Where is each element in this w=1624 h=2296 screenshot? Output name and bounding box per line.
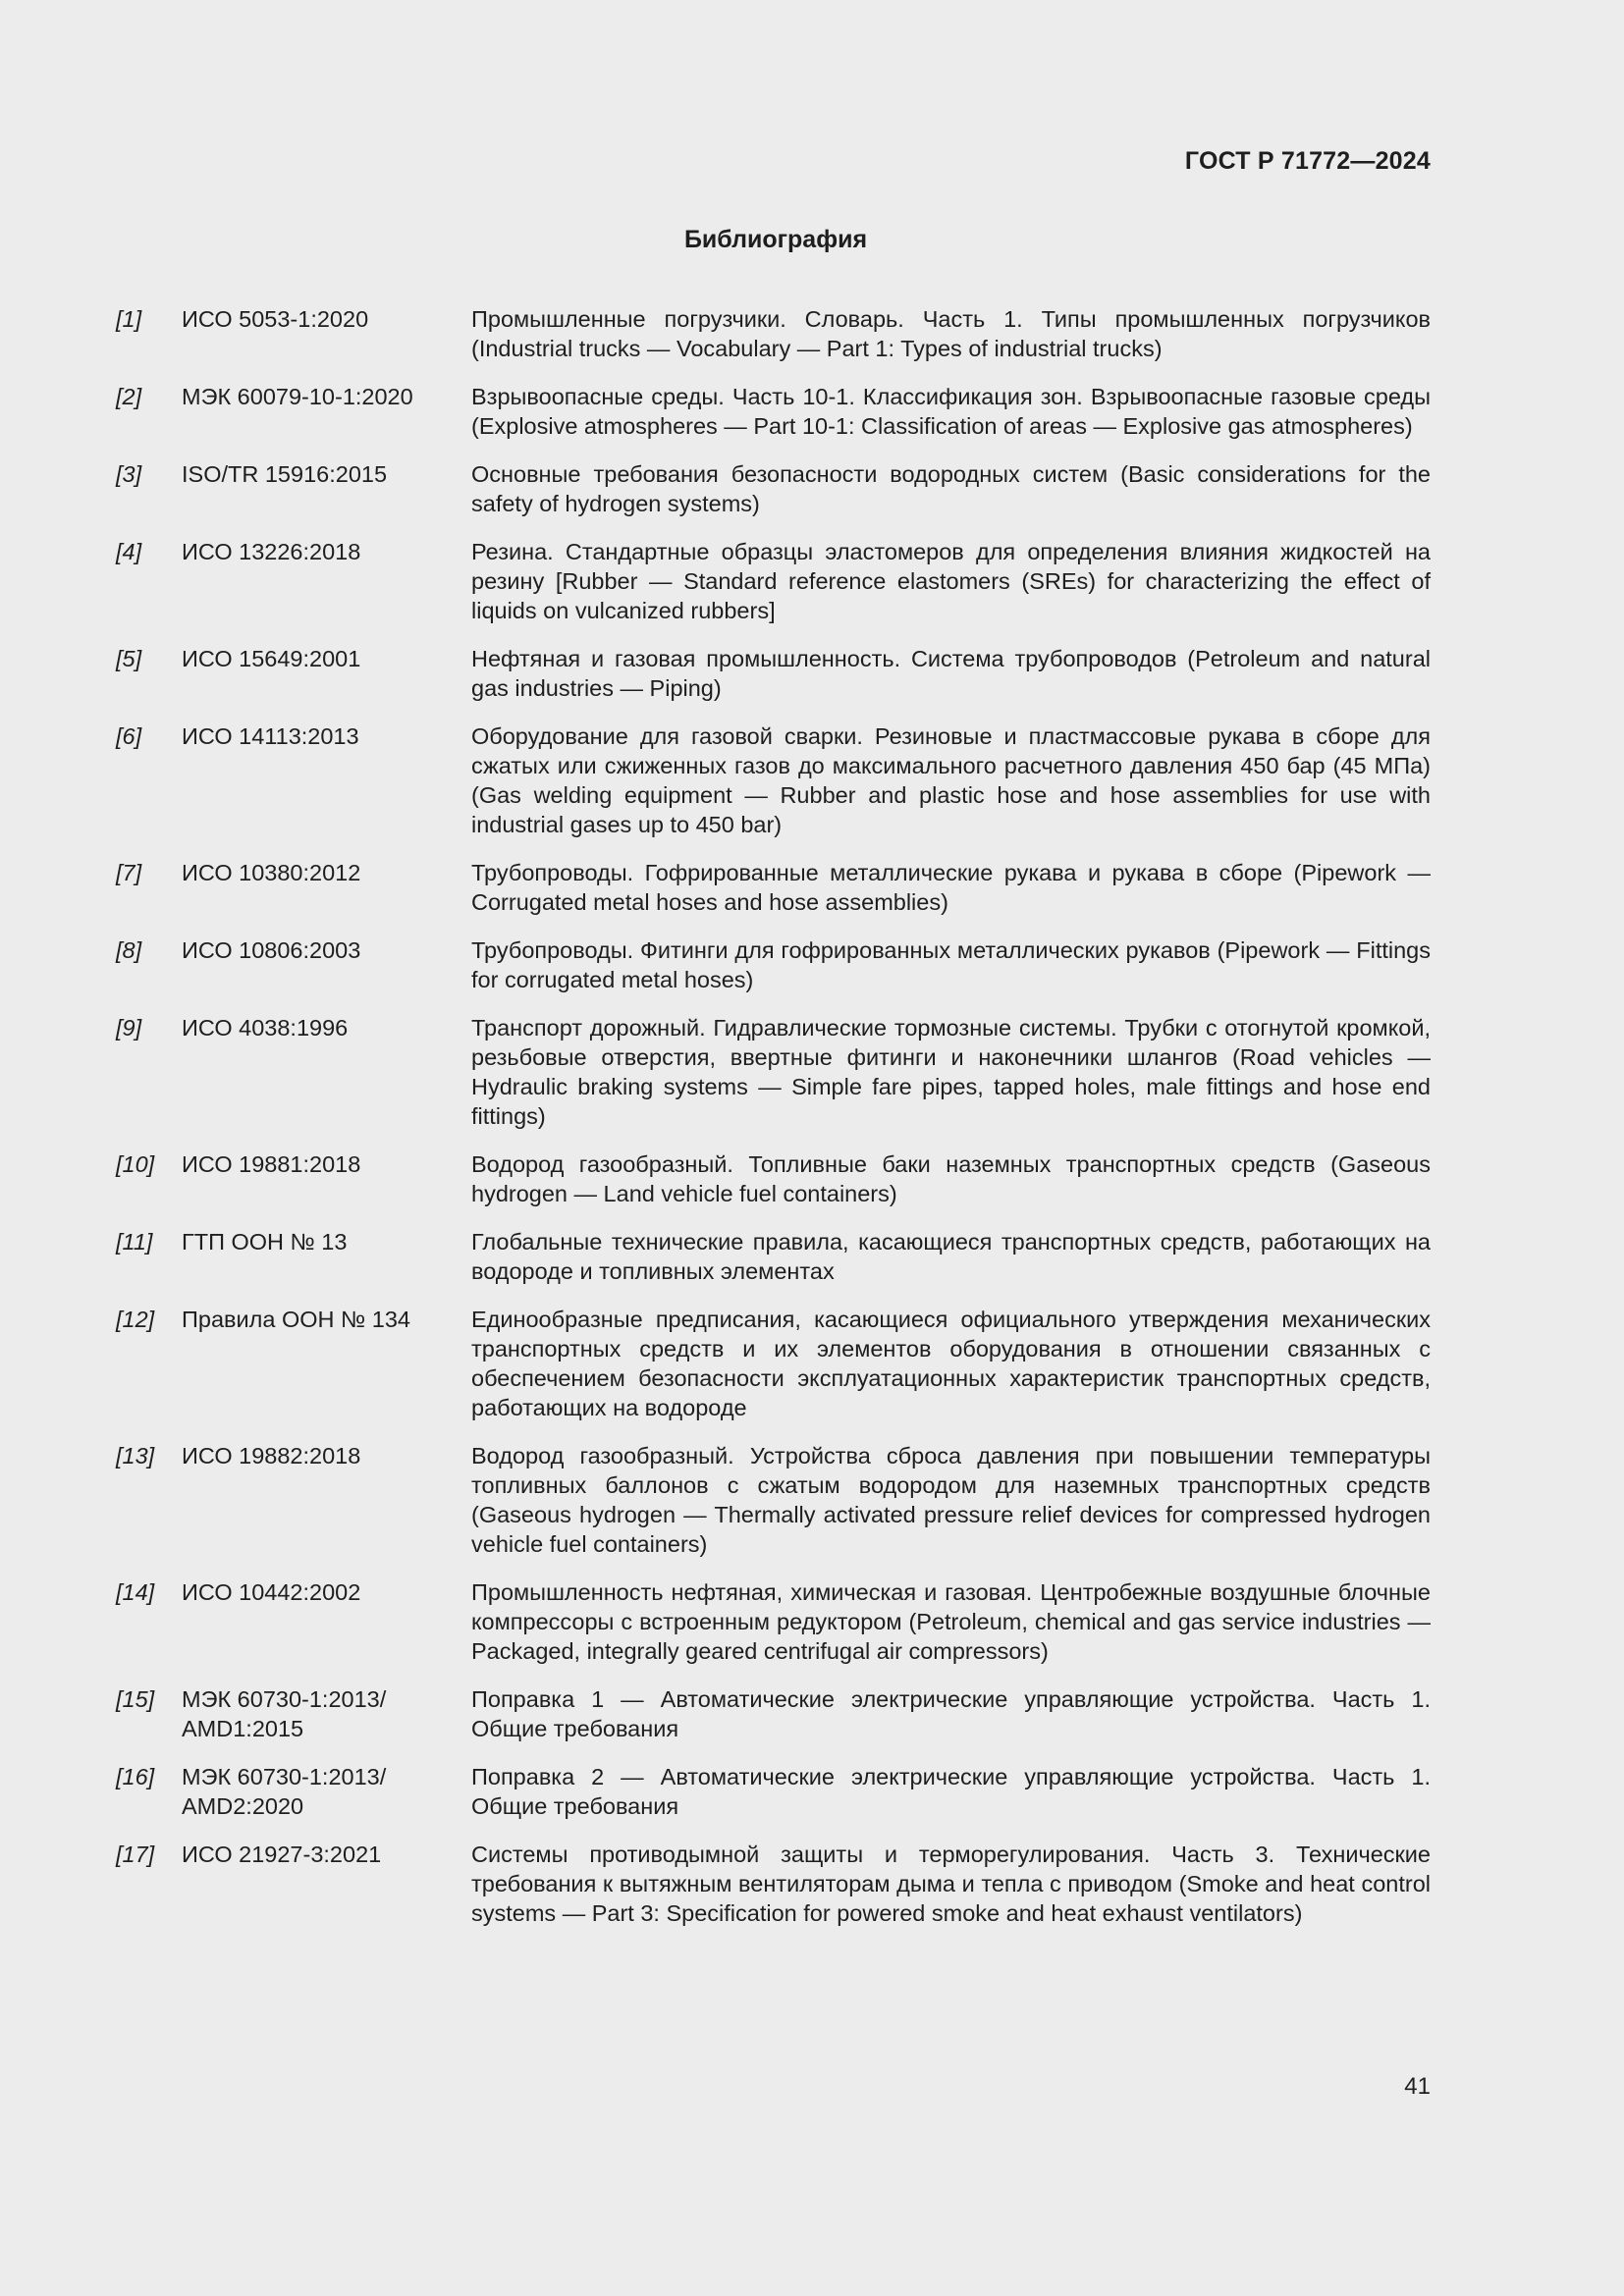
- entry-standard-code: Правила ООН № 134: [182, 1307, 410, 1332]
- bibliography-entry: [116, 721, 1431, 839]
- entry-number: [8]: [116, 937, 142, 963]
- bibliography-entry: [116, 537, 1431, 625]
- entry-title: Взрывоопасные среды. Часть 10-1. Классификация зон. Взрывоопасные газовые среды (Explosive atmospheres — Part 10-1: Classification of areas — Explosive gas atmospheres): [471, 384, 1431, 439]
- entry-standard-code: ИСО 14113:2013: [182, 723, 359, 749]
- entry-title: Глобальные технические правила, касающиеся транспортных средств, работающих на водороде и топливных элементах: [471, 1229, 1431, 1284]
- entry-title: Транспорт дорожный. Гидравлические тормозные системы. Трубки с отогнутой кромкой, резьбовые отверстия, ввертные фитинги и наконечники шлангов (Road vehicles — Hydraulic braking systems — Simple fare pipes, tapped holes, male fittings and hose end fittings): [471, 1015, 1431, 1129]
- entry-standard-code: ИСО 10442:2002: [182, 1579, 361, 1605]
- entry-title: Оборудование для газовой сварки. Резиновые и пластмассовые рукава в сборе для сжатых или сжиженных газов до максимального расчетного давления 450 бар (45 МПа) (Gas welding equipment — Rubber and plastic hose and hose assemblies for use with industrial gases up to 450 bar): [471, 723, 1431, 837]
- entry-number: [1]: [116, 306, 142, 332]
- entry-title: Промышленные погрузчики. Словарь. Часть 1. Типы промышленных погрузчиков (Industrial trucks — Vocabulary — Part 1: Types of industrial trucks): [471, 306, 1431, 361]
- entry-title: Единообразные предписания, касающиеся официального утверждения механических транспортных средств и их элементов оборудования в отношении связанных с обеспечением безопасности эксплуатационных характеристик транспортных средств, работающих на водороде: [471, 1307, 1431, 1420]
- bibliography-entry: [116, 1305, 1431, 1422]
- page-number: 41: [1404, 2073, 1431, 2100]
- entry-standard-code: ИСО 19881:2018: [182, 1151, 361, 1177]
- entry-number: [4]: [116, 539, 142, 564]
- entry-standard-code: МЭК 60730-1:2013/ AMD2:2020: [182, 1764, 387, 1819]
- bibliography-entry: [116, 1013, 1431, 1131]
- bibliography-entry: [116, 935, 1431, 994]
- entry-title: Основные требования безопасности водородных систем (Basic considerations for the safety of hydrogen systems): [471, 461, 1431, 516]
- entry-number: [9]: [116, 1015, 142, 1041]
- entry-title: Трубопроводы. Фитинги для гофрированных металлических рукавов (Pipework — Fittings for corrugated metal hoses): [471, 937, 1431, 992]
- bibliography-entry: [116, 1762, 1431, 1821]
- bibliography-entry: [116, 304, 1431, 363]
- bibliography-entry: [116, 1577, 1431, 1666]
- entry-title: Поправка 1 — Автоматические электрические управляющие устройства. Часть 1. Общие требования: [471, 1686, 1431, 1741]
- entry-title: Трубопроводы. Гофрированные металлические рукава и рукава в сборе (Pipework — Corrugated metal hoses and hose assemblies): [471, 860, 1431, 915]
- entry-number: [14]: [116, 1579, 155, 1605]
- entry-standard-code: МЭК 60730-1:2013/ AMD1:2015: [182, 1686, 387, 1741]
- entry-standard-code: ИСО 10380:2012: [182, 860, 361, 885]
- bibliography-entry: [116, 858, 1431, 917]
- entry-number: [2]: [116, 384, 142, 409]
- entry-standard-code: ИСО 10806:2003: [182, 937, 361, 963]
- entry-title: Резина. Стандартные образцы эластомеров для определения влияния жидкостей на резину [Rubber — Standard reference elastomers (SREs) for characterizing the effect of liquids on vulcanized rubbers]: [471, 539, 1431, 623]
- entry-title: Системы противодымной защиты и терморегулирования. Часть 3. Технические требования к вытяжным вентиляторам дыма и тепла с приводом (Smoke and heat control systems — Part 3: Specification for powered smoke and heat exhaust ventilators): [471, 1842, 1431, 1926]
- entry-standard-code: ИСО 19882:2018: [182, 1443, 361, 1468]
- bibliography-entry: [116, 1149, 1431, 1208]
- entry-number: [11]: [116, 1229, 153, 1255]
- entry-standard-code: ИСО 21927-3:2021: [182, 1842, 382, 1867]
- entry-standard-code: ГТП ООН № 13: [182, 1229, 348, 1255]
- entry-title: Промышленность нефтяная, химическая и газовая. Центробежные воздушные блочные компрессоры с встроенным редуктором (Petroleum, chemical and gas service industries — Packaged, integrally geared centrifugal air compressors): [471, 1579, 1431, 1664]
- entry-number: [3]: [116, 461, 142, 487]
- bibliography-entry: [116, 1684, 1431, 1743]
- entry-title: Поправка 2 — Автоматические электрические управляющие устройства. Часть 1. Общие требования: [471, 1764, 1431, 1819]
- entry-title: Водород газообразный. Устройства сброса давления при повышении температуры топливных баллонов с сжатым водородом для наземных транспортных средств (Gaseous hydrogen — Thermally activated pressure relief devices for compressed hydrogen vehicle fuel containers): [471, 1443, 1431, 1557]
- bibliography-entry: [116, 1441, 1431, 1559]
- entry-title: Нефтяная и газовая промышленность. Система трубопроводов (Petroleum and natural gas industries — Piping): [471, 646, 1431, 701]
- bibliography-entry: [116, 1227, 1431, 1286]
- entry-number: [5]: [116, 646, 142, 671]
- bibliography-entry: [116, 459, 1431, 518]
- entry-standard-code: ИСО 4038:1996: [182, 1015, 349, 1041]
- section-title: Библиография: [683, 226, 868, 253]
- bibliography-entry: [116, 382, 1431, 441]
- entry-standard-code: ИСО 13226:2018: [182, 539, 361, 564]
- entry-number: [12]: [116, 1307, 155, 1332]
- entry-number: [16]: [116, 1764, 155, 1789]
- document-code: ГОСТ Р 71772—2024: [1184, 147, 1431, 175]
- bibliography-entry: [116, 644, 1431, 703]
- entry-number: [7]: [116, 860, 142, 885]
- entry-standard-code: ISO/TR 15916:2015: [182, 461, 388, 487]
- entry-number: [6]: [116, 723, 142, 749]
- entry-standard-code: ИСО 15649:2001: [182, 646, 361, 671]
- entry-number: [15]: [116, 1686, 155, 1712]
- entry-number: [10]: [116, 1151, 155, 1177]
- entry-standard-code: ИСО 5053-1:2020: [182, 306, 369, 332]
- entry-number: [17]: [116, 1842, 155, 1867]
- entry-title: Водород газообразный. Топливные баки наземных транспортных средств (Gaseous hydrogen — Land vehicle fuel containers): [471, 1151, 1431, 1206]
- entry-number: [13]: [116, 1443, 155, 1468]
- bibliography-list: [116, 304, 1431, 1947]
- bibliography-entry: [116, 1840, 1431, 1928]
- entry-standard-code: МЭК 60079-10-1:2020: [182, 384, 413, 409]
